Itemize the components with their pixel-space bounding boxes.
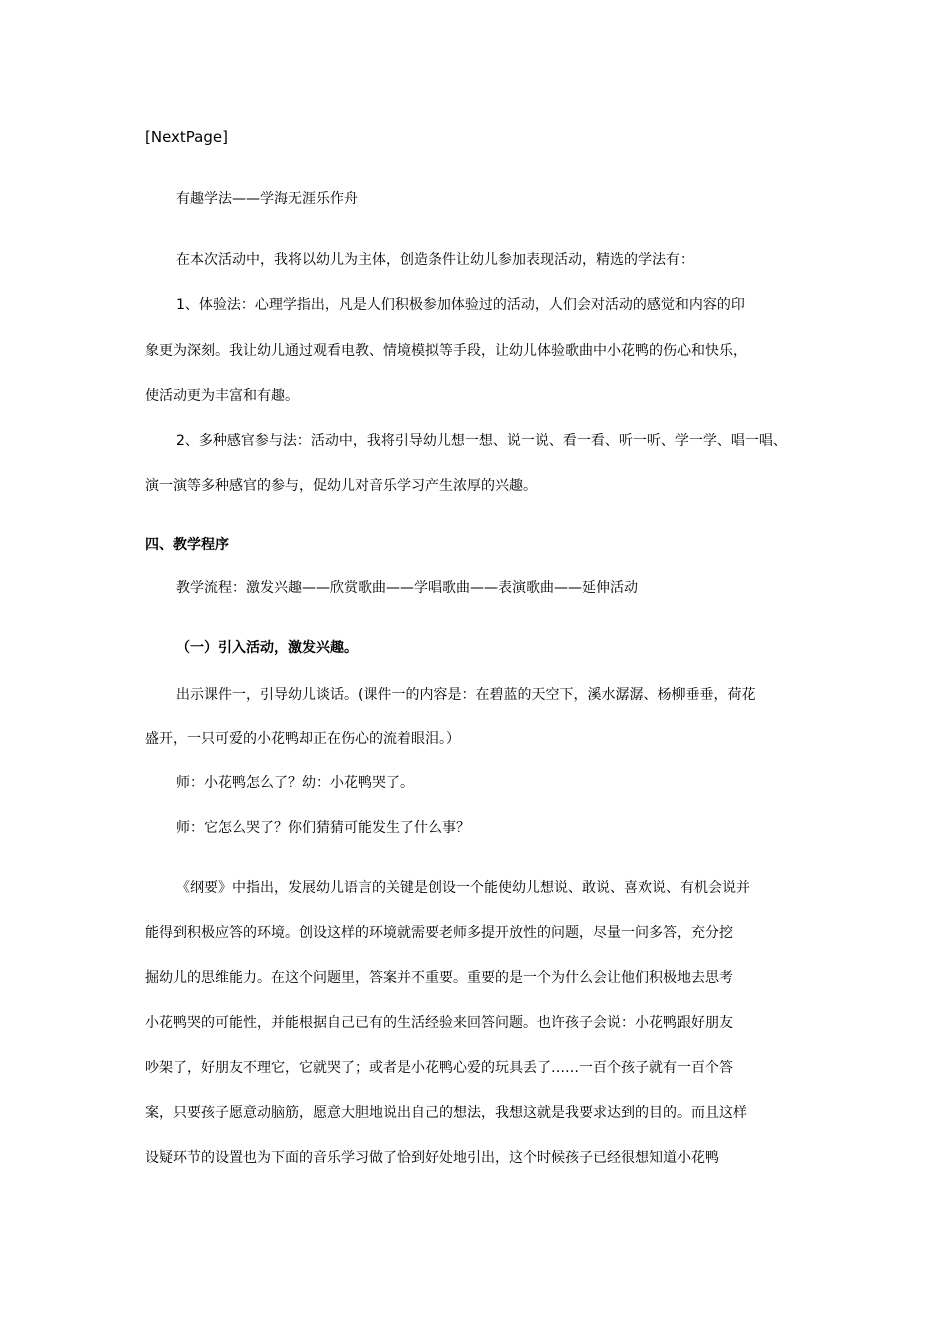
section-title: 有趣学法——学海无涯乐作舟 <box>176 191 358 207</box>
analysis-line: 小花鸭哭的可能性，并能根据自己已有的生活经验来回答问题。也许孩子会说：小花鸭跟好朋友 <box>145 1015 733 1031</box>
method2-line: 演一演等多种感官的参与，促幼儿对音乐学习产生浓厚的兴趣。 <box>145 478 537 494</box>
dialog-line: 师：小花鸭怎么了？幼：小花鸭哭了。 <box>176 775 414 791</box>
method1-line: 1、体验法：心理学指出，凡是人们积极参加体验过的活动，人们会对活动的感觉和内容的印 <box>176 297 745 313</box>
courseware-line: 盛开，一只可爱的小花鸭却正在伤心的流着眼泪。） <box>145 731 460 747</box>
heading-teaching-procedure: 四、教学程序 <box>145 537 229 553</box>
method2-line: 2、多种感官参与法：活动中，我将引导幼儿想一想、说一说、看一看、听一听、学一学、唱一唱、 <box>176 433 787 449</box>
intro-paragraph: 在本次活动中，我将以幼儿为主体，创造条件让幼儿参加表现活动，精选的学法有： <box>176 252 694 268</box>
next-page-marker: [NextPage] <box>145 128 228 146</box>
courseware-line: 出示课件一，引导幼儿谈话。(课件一的内容是：在碧蓝的天空下，溪水潺潺、杨柳垂垂，荷花 <box>176 687 756 703</box>
analysis-line: 掘幼儿的思维能力。在这个问题里，答案并不重要。重要的是一个为什么会让他们积极地去思考 <box>145 970 733 986</box>
analysis-line: 案，只要孩子愿意动脑筋，愿意大胆地说出自己的想法，我想这就是我要求达到的目的。而且这样 <box>145 1105 747 1121</box>
analysis-line: 能得到积极应答的环境。创设这样的环境就需要老师多提开放性的问题，尽量一问多答，充分挖 <box>145 925 733 941</box>
method1-line: 使活动更为丰富和有趣。 <box>145 388 299 404</box>
method1-line: 象更为深刻。我让幼儿通过观看电教、情境模拟等手段，让幼儿体验歌曲中小花鸭的伤心和快乐， <box>145 343 747 359</box>
analysis-line: 设疑环节的设置也为下面的音乐学习做了恰到好处地引出，这个时候孩子已经很想知道小花鸭 <box>145 1150 719 1166</box>
subheading-intro-activity: （一）引入活动，激发兴趣。 <box>176 640 358 656</box>
teaching-flow: 教学流程：激发兴趣——欣赏歌曲——学唱歌曲——表演歌曲——延伸活动 <box>176 580 638 596</box>
analysis-line: 吵架了，好朋友不理它，它就哭了；或者是小花鸭心爱的玩具丢了……一百个孩子就有一百个答 <box>145 1060 733 1076</box>
dialog-line: 师：它怎么哭了？你们猜猜可能发生了什么事？ <box>176 820 470 836</box>
analysis-line: 《纲要》中指出，发展幼儿语言的关键是创设一个能使幼儿想说、敢说、喜欢说、有机会说并 <box>176 880 750 896</box>
